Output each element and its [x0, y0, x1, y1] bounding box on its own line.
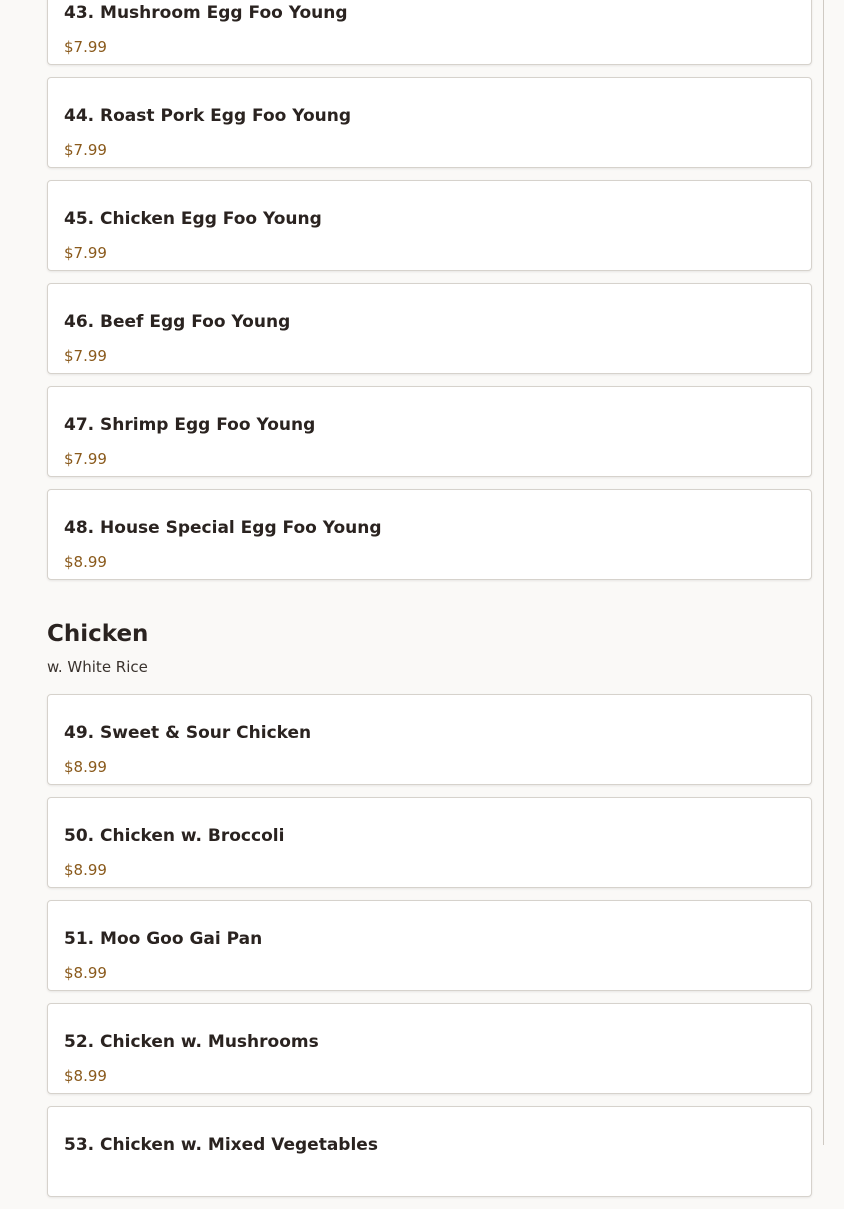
- menu-item-name: 44. Roast Pork Egg Foo Young: [64, 106, 352, 126]
- menu-item-price: $7.99: [64, 141, 107, 159]
- menu-item-card[interactable]: [47, 283, 812, 374]
- menu-item-card[interactable]: [47, 0, 812, 65]
- menu-item-price: $8.99: [64, 964, 107, 982]
- menu-item-name: 47. Shrimp Egg Foo Young: [64, 415, 316, 435]
- menu-item-card[interactable]: [47, 797, 812, 888]
- menu-item-name: 43. Mushroom Egg Foo Young: [64, 3, 348, 23]
- menu-item-card[interactable]: [47, 1003, 812, 1094]
- menu-item-card[interactable]: [47, 900, 812, 991]
- panel-divider: [823, 0, 824, 1145]
- section-title: Chicken: [47, 621, 149, 647]
- section-header: [47, 592, 812, 694]
- section-subtitle: w. White Rice: [47, 658, 148, 676]
- menu-item-name: 52. Chicken w. Mushrooms: [64, 1032, 319, 1052]
- menu-item-price: $8.99: [64, 758, 107, 776]
- menu-item-price: $7.99: [64, 244, 107, 262]
- menu-item-card[interactable]: [47, 694, 812, 785]
- menu-item-name: 49. Sweet & Sour Chicken: [64, 723, 312, 743]
- menu-item-name: 51. Moo Goo Gai Pan: [64, 929, 263, 949]
- menu-item-card[interactable]: [47, 489, 812, 580]
- menu-item-price: $7.99: [64, 450, 107, 468]
- menu-item-price: $8.99: [64, 1067, 107, 1085]
- menu-item-card[interactable]: [47, 180, 812, 271]
- menu-item-name: 50. Chicken w. Broccoli: [64, 826, 285, 846]
- menu-item-card[interactable]: [47, 1106, 812, 1197]
- menu-item-name: 46. Beef Egg Foo Young: [64, 312, 291, 332]
- menu-item-name: 45. Chicken Egg Foo Young: [64, 209, 322, 229]
- menu-item-card[interactable]: [47, 77, 812, 168]
- menu-item-card[interactable]: [47, 386, 812, 477]
- menu-item-price: $8.99: [64, 861, 107, 879]
- menu-item-price: $7.99: [64, 347, 107, 365]
- menu-item-price: $7.99: [64, 38, 107, 56]
- menu-item-name: 53. Chicken w. Mixed Vegetables: [64, 1135, 378, 1155]
- menu-item-price: $8.99: [64, 553, 107, 571]
- menu-section-chicken: [47, 592, 812, 1197]
- menu-list: [47, 0, 812, 1209]
- menu-item-name: 48. House Special Egg Foo Young: [64, 518, 382, 538]
- menu-section-egg-foo-young: [47, 0, 812, 580]
